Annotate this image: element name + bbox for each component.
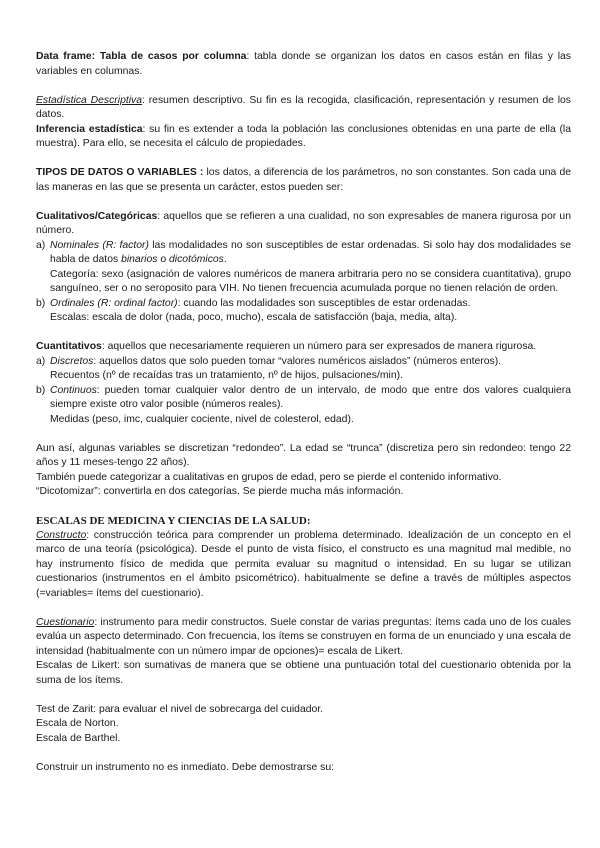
dicotomizar-paragraph: “Dicotomizar”: convertirla en dos categorías. Se pierde mucha más información. [36, 486, 404, 497]
nominales-example: Categoría: sexo (asignación de valores numéricos de manera arbitraria pero no se considera cuantitativa), grupo sanguíneo, ser o no seroposito para VIH. No tienen frecuencia acumulada porque no tienen relación de orden. [50, 268, 571, 294]
ordinales-term: Ordinales (R: ordinal factor) [50, 297, 178, 309]
tipos-term: TIPOS DE DATOS O VARIABLES : [36, 167, 204, 178]
barthel-line: Escala de Barthel. [36, 732, 121, 744]
continuos-term: Continuos [50, 384, 97, 396]
constructo-paragraph [36, 529, 571, 602]
descriptiva-term: Estadística Descriptiva [36, 94, 143, 106]
ordinales-example: Escalas: escala de dolor (nada, poco, mucho), escala de satisfacción (baja, media, alta). [50, 312, 458, 323]
discretos-example: Recuentos (nº de recaídas tras un tratamiento, nº de hijos, pulsaciones/min). [50, 370, 403, 381]
cuantitativos-text: : aquellos que necesariamente requieren un número para ser expresados de manera rigurosa. [101, 341, 537, 352]
descriptiva-paragraph [36, 94, 571, 123]
descriptiva-text: : resumen descriptivo. Su fin es la recogida, clasificación, representación y resumen de los datos. [36, 94, 571, 120]
norton-line: Escala de Norton. [36, 718, 119, 729]
constructo-term: Constructo [36, 529, 87, 541]
tipos-paragraph [36, 166, 571, 195]
categorizar-paragraph: También puede categorizar a cualitativas en grupos de edad, pero se pierde el contenido informativo. [36, 471, 502, 483]
document-page [36, 50, 571, 775]
inferencia-paragraph [36, 123, 571, 152]
continuos-item [36, 384, 571, 413]
data-frame-term: Data frame: Tabla de casos por columna [36, 51, 247, 62]
constructo-text: : construcción teórica para comprender un problema determinado. Idealización de un concepto en el marco de una teoría (psicológica). Desde el punto de vista físico, el constructo es una magnitud mal medible, no hay instrumento físico de medida que permita evaluar su magnitud o intensidad. En su lugar se utilizan cuestionarios (instrumentos en el ámbito psicométrico). habitualmente se define a través de múltiples aspectos (=variables= ítems del cuestionario). [36, 529, 571, 599]
inferencia-text: : su fin es extender a toda la población las conclusiones obtenidas en una parte de ella (la muestra). Para ello, se necesita el cálculo de propiedades. [36, 123, 572, 149]
list-marker: b) [36, 384, 46, 396]
nominales-item [36, 239, 571, 268]
discretos-text: : aquellos datos que solo pueden tomar “valores numéricos aislados” (números enteros). [93, 355, 502, 367]
ordinales-item [36, 297, 571, 312]
cuantitativos-term: Cuantitativos [36, 341, 102, 352]
list-marker: a) [36, 355, 46, 367]
tipos-text: los datos, a diferencia de los parámetros, no son constantes. Son cada una de las maneras en las que se presenta un carácter, estos pueden ser: [36, 167, 572, 193]
dicotomicos-term: dicotómicos [169, 254, 224, 265]
binarios-term: binarios [121, 254, 158, 265]
ordinales-text: : cuando las modalidades son susceptibles de estar ordenadas. [177, 297, 471, 309]
discretizan-paragraph: Aun así, algunas variables se discretizan “redondeo”. La edad se “trunca” (discretiza pero sin redondeo: tengo 22 años y 11 meses-tengo 22 años). [36, 442, 571, 468]
connector-text: o [157, 254, 170, 265]
cualitativos-term: Cualitativos/Categóricas [36, 210, 158, 222]
discretos-term: Discretos [50, 355, 94, 367]
cualitativos-paragraph [36, 210, 571, 239]
period-text: . [223, 254, 227, 265]
cuestionario-term: Cuestionario [36, 616, 95, 628]
data-frame-text: : tabla donde se organizan los datos en casos están en filas y las variables en columnas. [36, 51, 571, 77]
continuos-text: : pueden tomar cualquier valor dentro de un intervalo, de modo que entre dos valores cualquiera siempre existe otro valor posible (números reales). [50, 384, 571, 410]
cuestionario-text: : instrumento para medir constructos. Suele constar de varias preguntas: ítems cada uno de los cuales evalúa un aspecto determinado. Con frecuencia, los ítems se construyen en forma de un enunciado y una escala de intensidad (habitualmente con un número impar de opciones)= escala de Likert. [36, 616, 571, 657]
cuantitativos-paragraph [36, 340, 571, 355]
nominales-term: Nominales (R: factor) [50, 239, 149, 251]
continuos-example: Medidas (peso, imc, cualquier cociente, nivel de colesterol, edad). [50, 413, 354, 425]
cualitativos-text: : aquellos que se refieren a una cualidad, no son expresables de manera rigurosa por un número. [36, 210, 571, 236]
list-marker: b) [36, 297, 46, 309]
cuestionario-paragraph [36, 616, 571, 660]
nominales-text: las modalidades no son susceptibles de estar ordenadas. Si solo hay dos modalidades se habla de datos [50, 239, 571, 265]
inferencia-term: Inferencia estadística [36, 123, 143, 135]
list-marker: a) [36, 239, 46, 251]
construir-line: Construir un instrumento no es inmediato. Debe demostrarse su: [36, 761, 335, 773]
discretos-item [36, 355, 571, 370]
escalas-heading: ESCALAS DE MEDICINA Y CIENCIAS DE LA SALUD: [36, 515, 311, 527]
likert-paragraph: Escalas de Likert: son sumativas de manera que se obtiene una puntuación total del cuestionario obtenida por la suma de los ítems. [36, 660, 571, 686]
zarit-line: Test de Zarit: para evaluar el nivel de sobrecarga del cuidador. [36, 703, 324, 715]
data-frame-paragraph [36, 50, 571, 79]
